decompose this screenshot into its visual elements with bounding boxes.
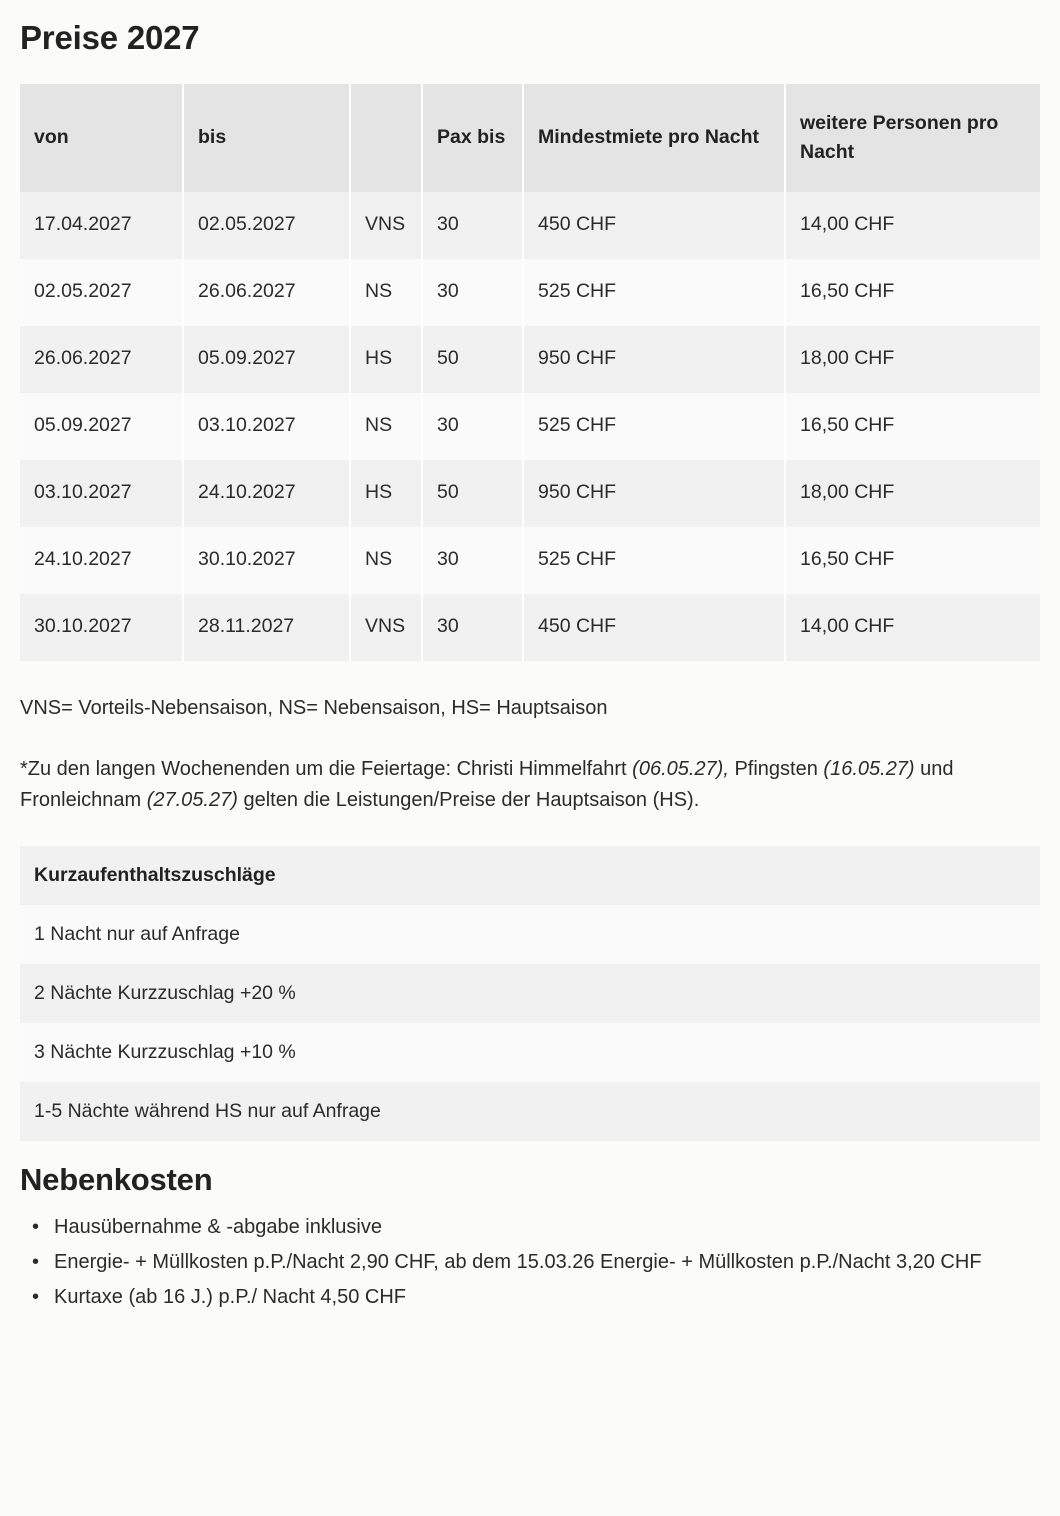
- cell-pax: 30: [422, 259, 523, 326]
- cell-extra-person: 14,00 CHF: [800, 213, 895, 236]
- cell-min-rent: 450 CHF: [523, 594, 785, 661]
- price-table-header-row: [20, 84, 1040, 192]
- surcharge-table: [20, 846, 1040, 1141]
- cell-min-rent: 525 CHF: [523, 393, 785, 460]
- cell-von: 02.05.2027: [20, 259, 183, 326]
- table-row: [20, 527, 1040, 594]
- surcharge-item: 1-5 Nächte während HS nur auf Anfrage: [34, 1099, 381, 1122]
- surcharge-item: 1 Nacht nur auf Anfrage: [34, 922, 240, 945]
- surcharge-table-body: [20, 905, 1040, 1141]
- cell-bis: 03.10.2027: [183, 393, 350, 460]
- table-row: [20, 326, 1040, 393]
- surcharge-table-title: Kurzaufenthaltszuschläge: [20, 846, 1040, 905]
- cell-pax: 50: [422, 326, 523, 393]
- surcharge-header-row: [20, 846, 1040, 905]
- holiday-footnote: [0, 723, 1020, 816]
- cell-extra-person: 18,00 CHF: [800, 347, 895, 370]
- footnote-date-pentecost: (16.05.27): [823, 757, 915, 780]
- cell-season: NS: [350, 393, 422, 460]
- section-title-nebenkosten: Nebenkosten: [20, 1161, 213, 1197]
- cell-von: 24.10.2027: [20, 527, 183, 594]
- cell-von: 30.10.2027: [20, 594, 183, 661]
- cell-pax: 50: [422, 460, 523, 527]
- price-table-head: [20, 84, 1040, 192]
- table-row: [20, 594, 1040, 661]
- table-row: [20, 259, 1040, 326]
- cell-bis: 24.10.2027: [183, 460, 350, 527]
- cell-bis: 02.05.2027: [183, 192, 350, 259]
- cell-extra-person: 18,00 CHF: [800, 481, 895, 504]
- cell-season: HS: [350, 460, 422, 527]
- cell-min-rent: 450 CHF: [523, 192, 785, 259]
- cell-min-rent: 950 CHF: [523, 326, 785, 393]
- cell-extra-person: 16,50 CHF: [800, 414, 895, 437]
- page-title: Preise 2027: [20, 19, 200, 56]
- cell-bis: 28.11.2027: [183, 594, 350, 661]
- cell-extra-person: 16,50 CHF: [800, 548, 895, 571]
- list-item: • Energie- + Müllkosten p.P./Nacht 2,90 CHF, ab dem 15.03.26 Energie- + Müllkosten p.P./Nacht 3,20 CHF: [54, 1247, 1020, 1280]
- price-table-body: [20, 192, 1040, 661]
- table-row: [20, 460, 1040, 527]
- table-row: [20, 1023, 1040, 1082]
- surcharge-table-head: [20, 846, 1040, 905]
- column-header-bis: bis: [183, 84, 350, 192]
- surcharge-table-container: [20, 846, 1040, 1141]
- list-item: • Kurtaxe (ab 16 J.) p.P./ Nacht 4,50 CHF: [54, 1282, 1020, 1315]
- cell-min-rent: 950 CHF: [523, 460, 785, 527]
- cell-von: 17.04.2027: [20, 192, 183, 259]
- table-row: [20, 1082, 1040, 1141]
- cell-von: 03.10.2027: [20, 460, 183, 527]
- list-item: • Hausübernahme & -abgabe inklusive: [54, 1212, 1020, 1245]
- surcharge-item: 2 Nächte Kurzzuschlag +20 %: [34, 981, 296, 1004]
- cell-extra-person: 16,50 CHF: [800, 280, 895, 303]
- cell-season: VNS: [350, 192, 422, 259]
- column-header-extra-person: weitere Personen pro Nacht: [785, 84, 1040, 192]
- footnote-date-corpus-christi: (27.05.27): [146, 788, 238, 811]
- price-table: [20, 84, 1040, 661]
- nebenkosten-list: [0, 1212, 1040, 1315]
- column-header-von: von: [20, 84, 183, 192]
- footnote-part-4: gelten die Leistungen/Preise der Hauptsaison (HS).: [237, 788, 700, 811]
- cell-season: VNS: [350, 594, 422, 661]
- cell-season: NS: [350, 259, 422, 326]
- table-row: [20, 393, 1040, 460]
- column-header-season: [350, 84, 422, 192]
- column-header-pax-bis: Pax bis: [422, 84, 523, 192]
- cell-season: HS: [350, 326, 422, 393]
- table-row: [20, 964, 1040, 1023]
- price-table-container: [20, 84, 1040, 661]
- cell-season: NS: [350, 527, 422, 594]
- cell-bis: 05.09.2027: [183, 326, 350, 393]
- cell-min-rent: 525 CHF: [523, 259, 785, 326]
- cell-pax: 30: [422, 393, 523, 460]
- cell-bis: 30.10.2027: [183, 527, 350, 594]
- footnote-part-1: *Zu den langen Wochenenden um die Feiertage: Christi Himmelfahrt: [20, 757, 633, 780]
- footnote-part-3: und Fronleichnam: [20, 757, 954, 811]
- footnote-part-2: Pfingsten: [728, 757, 824, 780]
- cell-min-rent: 525 CHF: [523, 527, 785, 594]
- footnote-date-ascension: (06.05.27),: [632, 757, 729, 780]
- table-row: [20, 192, 1040, 259]
- cell-pax: 30: [422, 192, 523, 259]
- cell-von: 05.09.2027: [20, 393, 183, 460]
- table-row: [20, 905, 1040, 964]
- cell-pax: 30: [422, 594, 523, 661]
- cell-extra-person: 14,00 CHF: [800, 615, 895, 638]
- cell-von: 26.06.2027: [20, 326, 183, 393]
- cell-bis: 26.06.2027: [183, 259, 350, 326]
- cell-pax: 30: [422, 527, 523, 594]
- season-legend: VNS= Vorteils-Nebensaison, NS= Nebensaison, HS= Hauptsaison: [20, 696, 608, 719]
- surcharge-item: 3 Nächte Kurzzuschlag +10 %: [34, 1040, 296, 1063]
- column-header-min-rent: Mindestmiete pro Nacht: [523, 84, 785, 192]
